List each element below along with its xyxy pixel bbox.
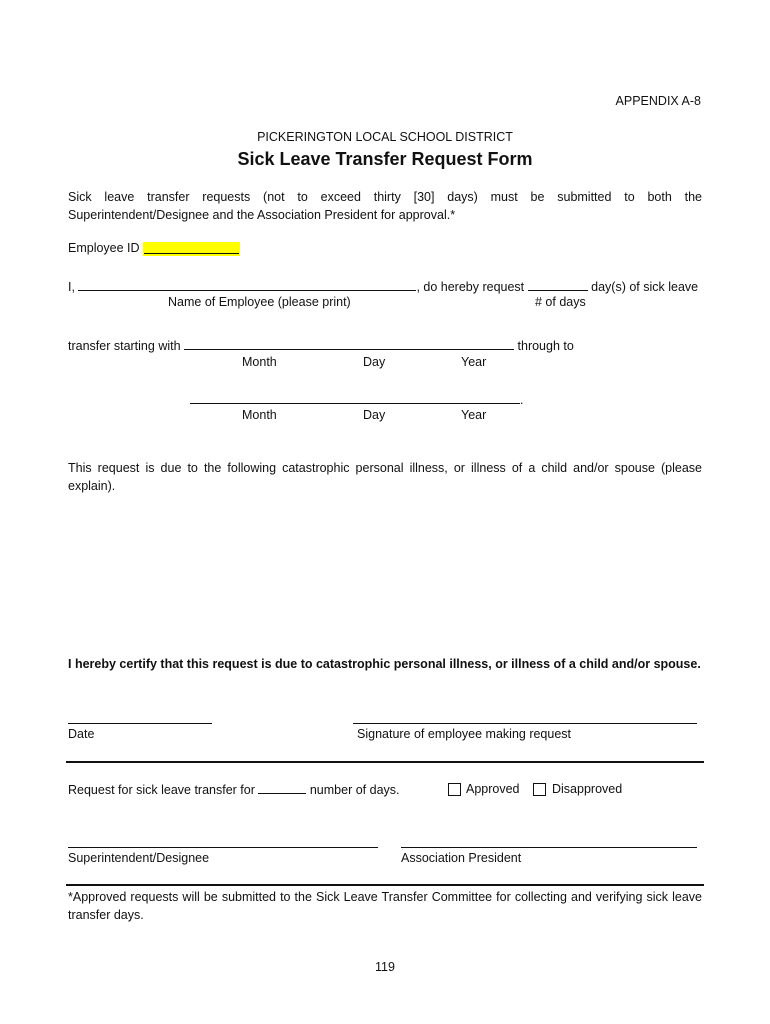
reason-paragraph: This request is due to the following catastrophic personal illness, or illness of a child and/or spouse (please explain).: [68, 461, 702, 493]
employee-id-row: [68, 241, 240, 256]
approval-note: *Approved requests will be submitted to the Sick Leave Transfer Committee for collecting and verifying sick leave transfer days.: [68, 890, 702, 922]
name-caption: Name of Employee (please print): [168, 295, 351, 309]
disapproved-checkbox[interactable]: [533, 783, 546, 796]
date-caption: Date: [68, 727, 95, 741]
end-mark: .: [520, 393, 524, 407]
start-month-caption: Month: [242, 355, 277, 369]
end-month-caption: Month: [242, 408, 277, 422]
superintendent-caption: Superintendent/Designee: [68, 851, 210, 865]
days-caption: # of days: [535, 295, 586, 309]
employee-signature-line[interactable]: [353, 722, 697, 724]
days-requested-field[interactable]: [528, 279, 588, 291]
footer-divider: [66, 884, 704, 886]
end-year-caption: Year: [461, 408, 487, 422]
approval-suffix: number of days.: [309, 783, 400, 797]
date-signature-line[interactable]: [68, 722, 212, 724]
end-date-field[interactable]: [190, 392, 520, 404]
employee-id-label: Employee ID: [68, 241, 140, 255]
approved-days-field[interactable]: [258, 782, 306, 794]
transfer-end-line: [190, 392, 523, 407]
transfer-prefix: transfer starting with: [68, 339, 181, 353]
employee-signature-caption: Signature of employee making request: [357, 727, 572, 741]
section-divider: [66, 761, 704, 763]
page-number: 119: [375, 960, 395, 974]
end-day-caption: Day: [363, 408, 386, 422]
request-prefix: I,: [68, 280, 75, 294]
employee-id-field[interactable]: [143, 242, 240, 256]
form-title: Sick Leave Transfer Request Form: [237, 149, 533, 169]
employee-name-field[interactable]: [78, 279, 416, 291]
disapproved-label: Disapproved: [552, 782, 623, 796]
intro-paragraph: Sick leave transfer requests (not to exceed thirty [30] days) must be submitted to both the Superintendent/Designee and the Association President for approval.*: [68, 190, 702, 222]
start-day-caption: Day: [363, 355, 386, 369]
approval-prefix: Request for sick leave transfer for: [68, 783, 255, 797]
transfer-start-line: [68, 338, 574, 353]
start-year-caption: Year: [461, 355, 487, 369]
president-signature-line[interactable]: [401, 846, 697, 848]
president-caption: Association President: [401, 851, 522, 865]
approved-checkbox[interactable]: [448, 783, 461, 796]
start-date-field[interactable]: [184, 338, 514, 350]
transfer-suffix: through to: [517, 339, 574, 353]
approved-label: Approved: [466, 782, 520, 796]
appendix-label: APPENDIX A-8: [615, 94, 701, 108]
request-line: [68, 279, 698, 294]
request-suffix: day(s) of sick leave: [591, 280, 699, 294]
request-middle: , do hereby request: [416, 280, 525, 294]
district-name: PICKERINGTON LOCAL SCHOOL DISTRICT: [257, 130, 513, 144]
approval-line: [68, 782, 400, 797]
certify-statement: I hereby certify that this request is due to catastrophic personal illness, or illness of a child and/or spouse.: [68, 657, 701, 671]
superintendent-signature-line[interactable]: [68, 846, 378, 848]
